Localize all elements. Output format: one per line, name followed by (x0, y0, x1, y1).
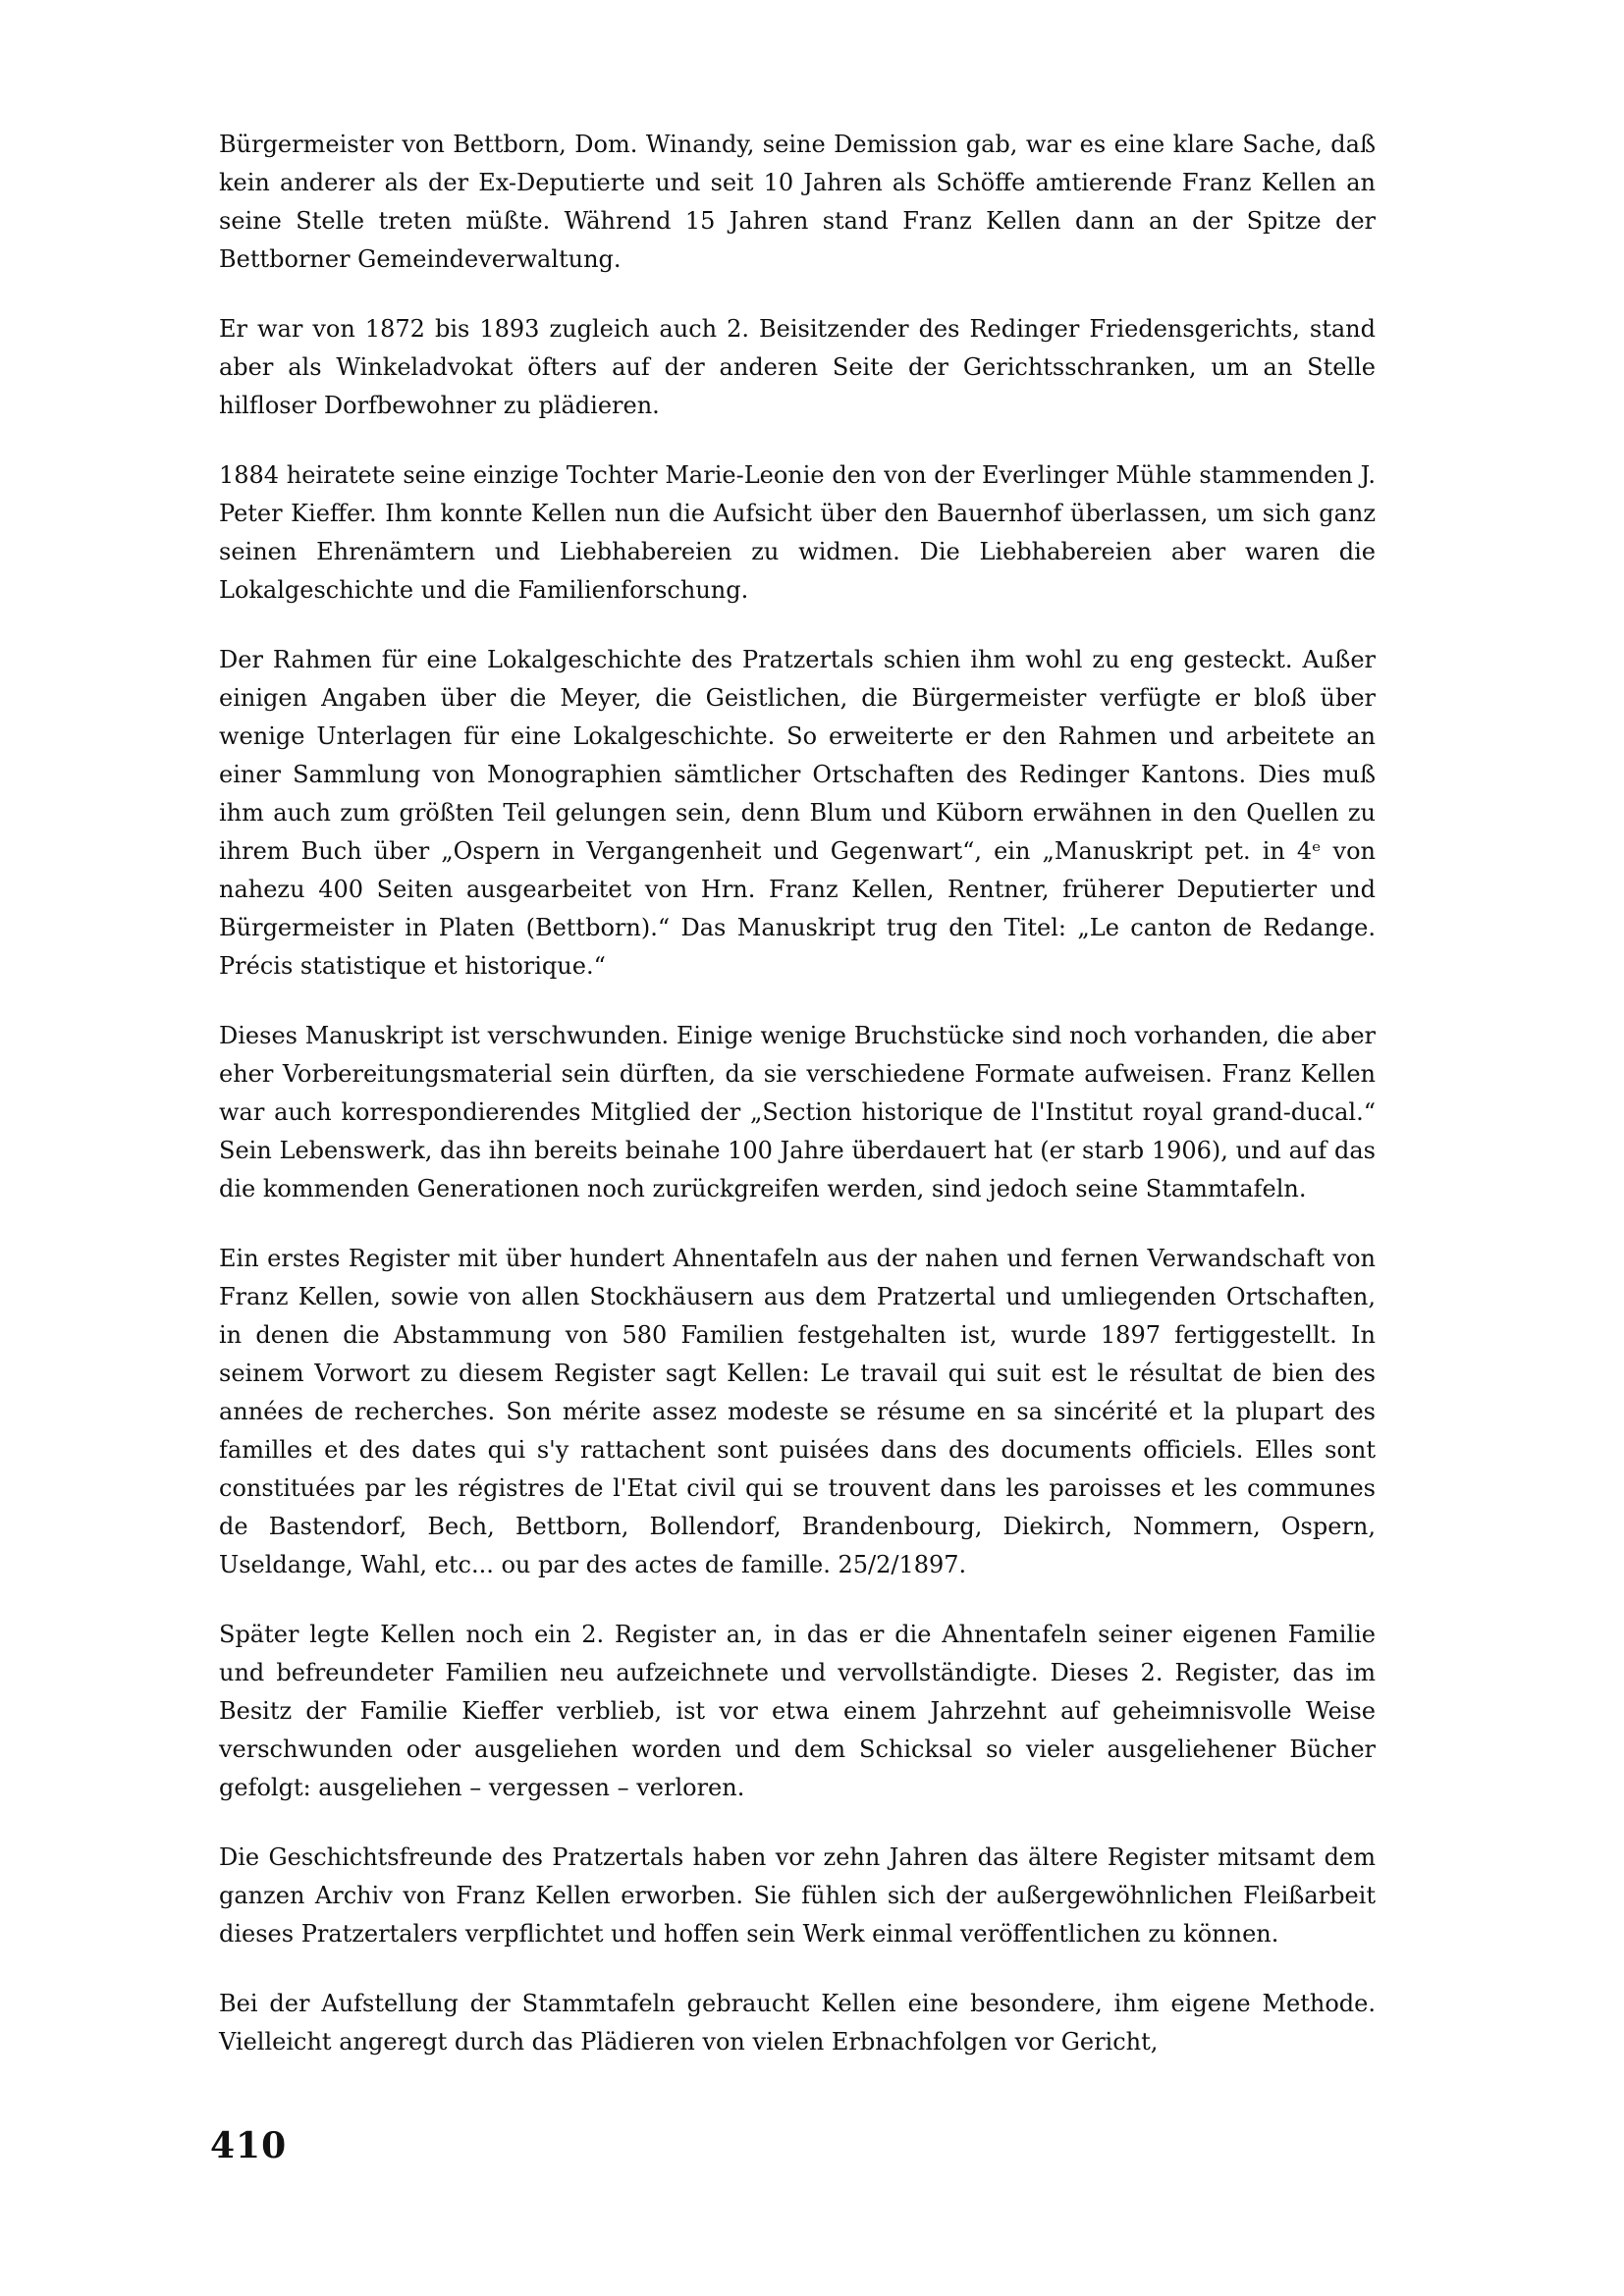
paragraph-8: Die Geschichtsfreunde des Pratzertals haben vor zehn Jahren das ältere Register mitsamt dem ganzen Archiv von Franz Kellen erworben. Sie fühlen sich der außergewöhnlichen Fleißarbeit dieses Pratzertalers verpflichtet und hoffen sein Werk einmal veröffentlichen zu können. (219, 1843, 1376, 1948)
paragraph-1: Bürgermeister von Bettborn, Dom. Winandy, seine Demission gab, war es eine klare Sache, daß kein anderer als der Ex-Deputierte und seit 10 Jahren als Schöffe amtierende Franz Kellen an seine Stelle treten müßte. Während 15 Jahren stand Franz Kellen dann an der Spitze der Bettborner Gemeindeverwaltung. (219, 131, 1376, 273)
paragraph-9: Bei der Aufstellung der Stammtafeln gebraucht Kellen eine besondere, ihm eigene Methode. Vielleicht angeregt durch das Plädieren von vielen Erbnachfolgen vor Gericht, (219, 1990, 1376, 2056)
paragraph-3: 1884 heiratete seine einzige Tochter Marie-Leonie den von der Everlinger Mühle stammenden J. Peter Kieffer. Ihm konnte Kellen nun die Aufsicht über den Bauernhof überlassen, um sich ganz seinen Ehrenämtern und Liebhabereien zu widmen. Die Liebhabereien aber waren die Lokalgeschichte und die Familienforschung. (219, 461, 1376, 604)
paragraph-2: Er war von 1872 bis 1893 zugleich auch 2. Beisitzender des Redinger Friedensgerichts, stand aber als Winkeladvokat öfters auf der anderen Seite der Gerichtsschranken, um an Stelle hilfloser Dorfbewohner zu plädieren. (219, 315, 1376, 419)
paragraph-5: Dieses Manuskript ist verschwunden. Einige wenige Bruchstücke sind noch vorhanden, die aber eher Vorbereitungsmaterial sein dürften, da sie verschiedene Formate aufweisen. Franz Kellen war auch korrespondierendes Mitglied der „Section historique de l'Institut royal grand-ducal.“ Sein Lebenswerk, das ihn bereits beinahe 100 Jahre überdauert hat (er starb 1906), und auf das die kommenden Generationen noch zurückgreifen werden, sind jedoch seine Stammtafeln. (219, 1022, 1376, 1202)
body-text (219, 126, 1376, 2061)
paragraph-6: Ein erstes Register mit über hundert Ahnentafeln aus der nahen und fernen Verwandschaft von Franz Kellen, sowie von allen Stockhäusern aus dem Pratzertal und umliegenden Ortschaften, in denen die Abstammung von 580 Familien festgehalten ist, wurde 1897 fertiggestellt. In seinem Vorwort zu diesem Register sagt Kellen: Le travail qui suit est le résultat de bien des années de recherches. Son mérite assez modeste se résume en sa sincérité et la plupart des familles et des dates qui s'y rattachent sont puisées dans des documents officiels. Elles sont constituées par les régistres de l'Etat civil qui se trouvent dans les paroisses et les communes de Bastendorf, Bech, Bettborn, Bollendorf, Brandenbourg, Diekirch, Nommern, Ospern, Useldange, Wahl, etc... ou par des actes de famille. 25/2/1897. (219, 1245, 1376, 1578)
page-number: 410 (210, 2125, 288, 2166)
paragraph-7: Später legte Kellen noch ein 2. Register an, in das er die Ahnentafeln seiner eigenen Familie und befreundeter Familien neu aufzeichnete und vervollständigte. Dieses 2. Register, das im Besitz der Familie Kieffer verblieb, ist vor etwa einem Jahrzehnt auf geheimnisvolle Weise verschwunden oder ausgeliehen worden und dem Schicksal so vieler ausgeliehener Bücher gefolgt: ausgeliehen – vergessen – verloren. (219, 1621, 1376, 1801)
paragraph-4: Der Rahmen für eine Lokalgeschichte des Pratzertals schien ihm wohl zu eng gesteckt. Außer einigen Angaben über die Meyer, die Geistlichen, die Bürgermeister verfügte er bloß über wenige Unterlagen für eine Lokalgeschichte. So erweiterte er den Rahmen und arbeitete an einer Sammlung von Monographien sämtlicher Ortschaften des Redinger Kantons. Dies muß ihm auch zum größten Teil gelungen sein, denn Blum und Küborn erwähnen in den Quellen zu ihrem Buch über „Ospern in Vergangenheit und Gegenwart“, ein „Manuskript pet. in 4ᵉ von nahezu 400 Seiten ausgearbeitet von Hrn. Franz Kellen, Rentner, früherer Deputierter und Bürgermeister in Platen (Bettborn).“ Das Manuskript trug den Titel: „Le canton de Redange. Précis statistique et historique.“ (219, 646, 1376, 980)
